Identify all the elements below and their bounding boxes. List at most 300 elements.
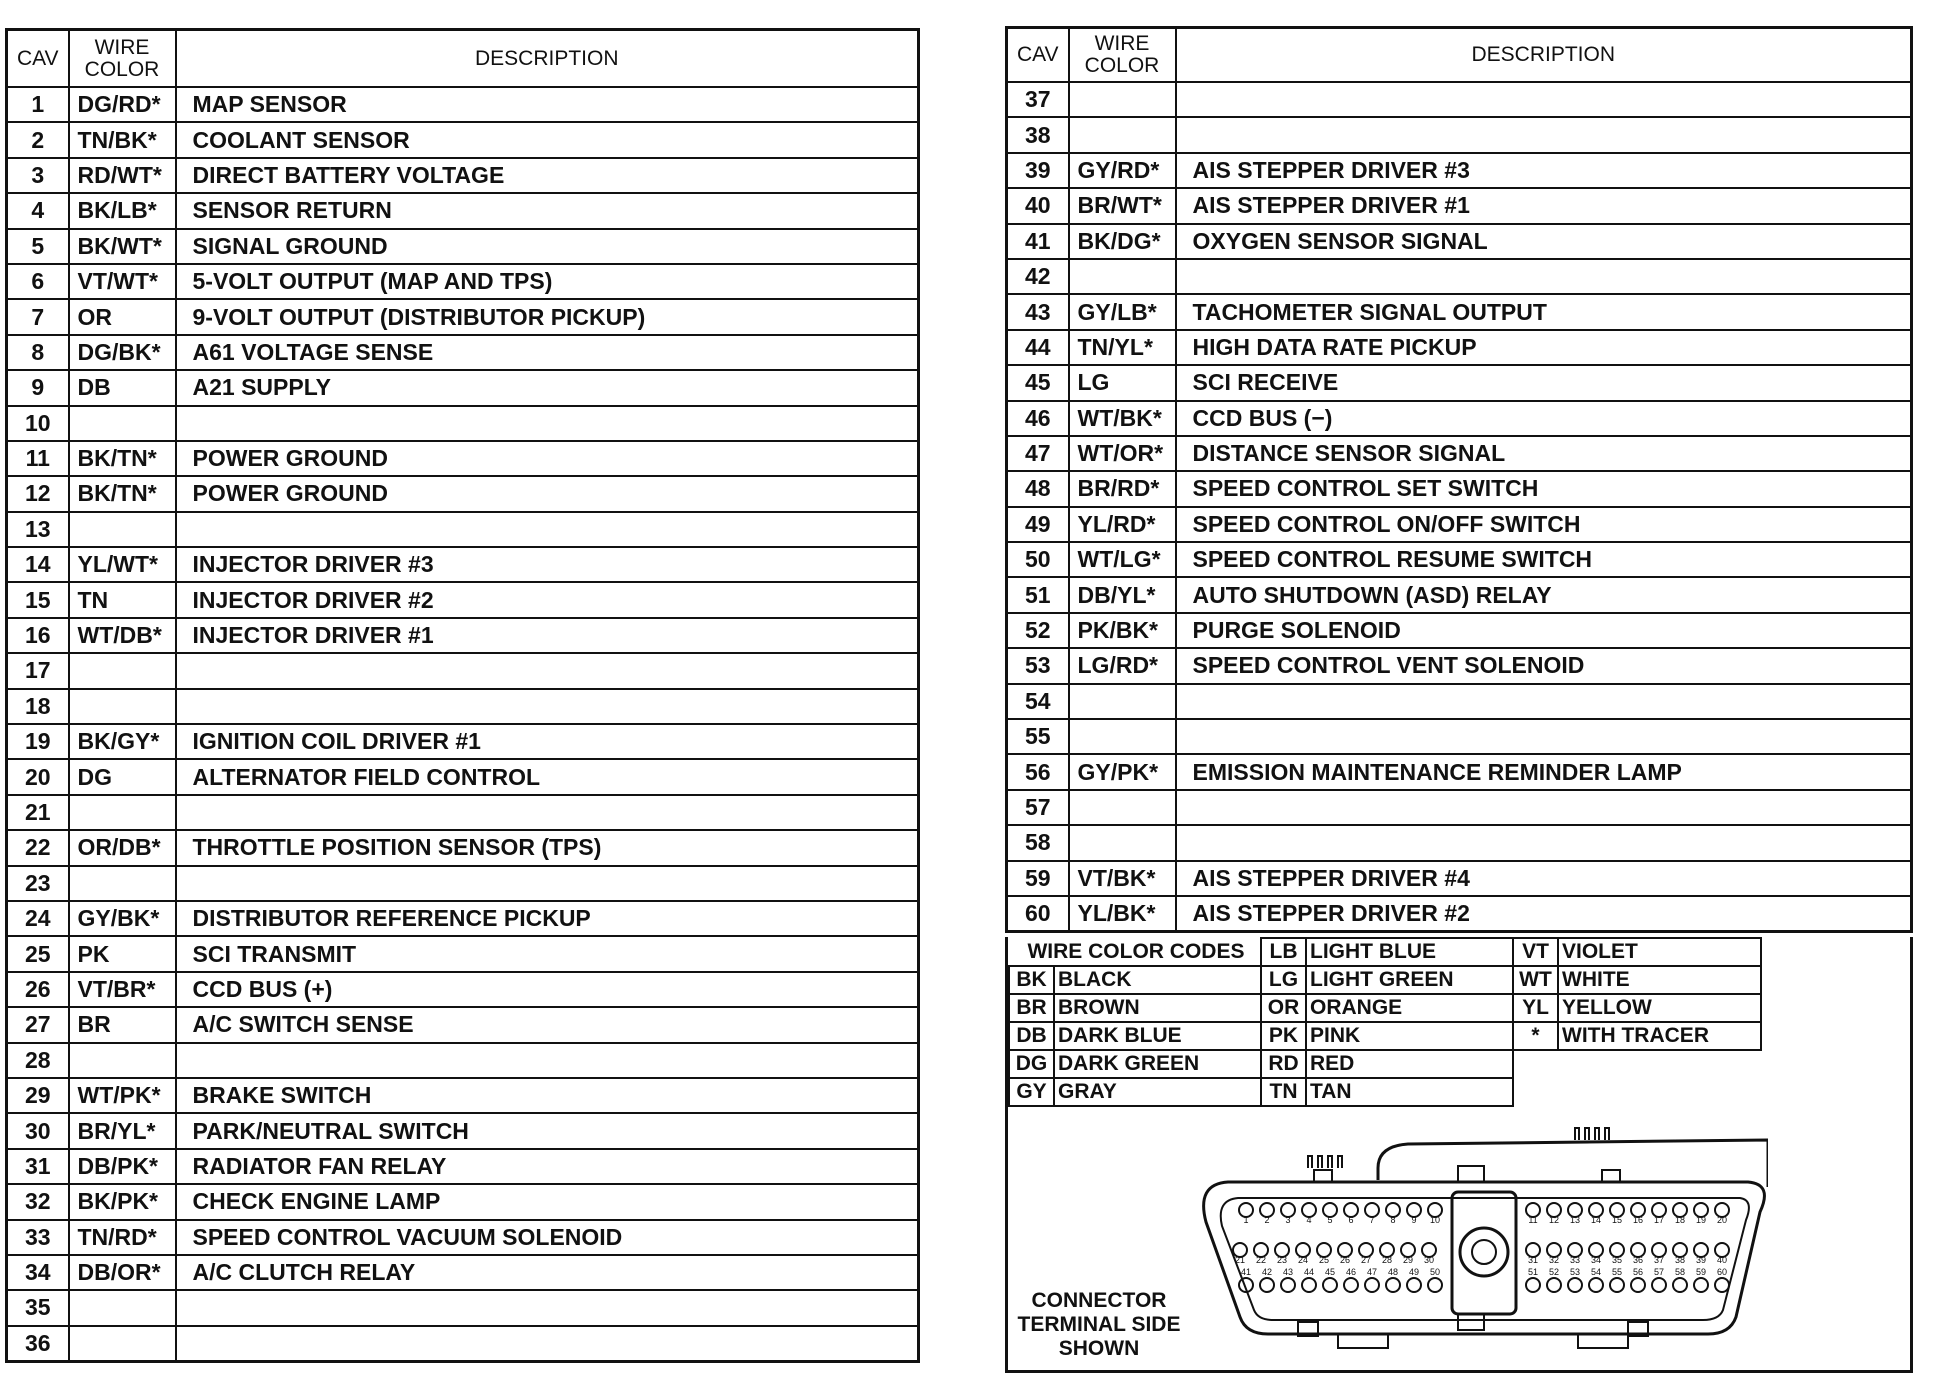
cav-number: 50: [1007, 542, 1069, 577]
connector-pin: [1652, 1278, 1666, 1292]
pin-description: [176, 1290, 919, 1325]
connector-pin-number: 8: [1390, 1215, 1396, 1225]
color-name: RED: [1306, 1050, 1513, 1078]
wire-color: TN/RD*: [69, 1220, 176, 1255]
color-code: DB: [1009, 1022, 1054, 1050]
pin-description: [1176, 82, 1912, 117]
wire-color: VT/BR*: [69, 972, 176, 1007]
pin-row: [7, 1184, 919, 1219]
wire-color: GY/BK*: [69, 901, 176, 936]
cav-number: 24: [7, 901, 69, 936]
pin-row: [7, 512, 919, 547]
wire-color: TN/BK*: [69, 122, 176, 157]
wire-color: OR: [69, 299, 176, 334]
cav-number: 26: [7, 972, 69, 1007]
wire-color: BK/PK*: [69, 1184, 176, 1219]
pin-description: [176, 512, 919, 547]
pin-description: [176, 795, 919, 830]
cav-number: 27: [7, 1007, 69, 1042]
cav-number: 41: [1007, 224, 1069, 259]
pin-description: [176, 406, 919, 441]
wire-color: BR/WT*: [1069, 188, 1176, 223]
wire-color: [1069, 790, 1176, 825]
wire-color: GY/RD*: [1069, 153, 1176, 188]
color-code: DG: [1009, 1050, 1054, 1078]
pin-row: [1007, 365, 1912, 400]
wire-color: [1069, 259, 1176, 294]
wire-color: BK/WT*: [69, 229, 176, 264]
cav-number: 22: [7, 830, 69, 865]
pin-description: [176, 689, 919, 724]
pin-row: [7, 1149, 919, 1184]
connector-tab-bottom: [1338, 1334, 1388, 1348]
connector-pin-number: 57: [1653, 1267, 1665, 1277]
cav-number: 58: [1007, 825, 1069, 860]
pin-row: [7, 936, 919, 971]
cav-header: CAV: [1007, 28, 1069, 83]
pin-row: [1007, 224, 1912, 259]
connector-pin-number: 5: [1327, 1215, 1333, 1225]
pin-description: AIS STEPPER DRIVER #2: [1176, 896, 1912, 932]
connector-pin-number: 31: [1527, 1255, 1539, 1265]
wire-color: WT/OR*: [1069, 436, 1176, 471]
wire-color-header: WIRE COLOR: [69, 30, 176, 88]
cav-number: 13: [7, 512, 69, 547]
pin-description: CHECK ENGINE LAMP: [176, 1184, 919, 1219]
pin-description: CCD BUS (+): [176, 972, 919, 1007]
cav-number: 15: [7, 582, 69, 617]
connector-pin-number: 10: [1429, 1215, 1441, 1225]
cav-number: 52: [1007, 613, 1069, 648]
pin-row: [7, 87, 919, 122]
connector-pin-number: 36: [1632, 1255, 1644, 1265]
color-code: YL: [1513, 994, 1558, 1022]
pin-row: [1007, 684, 1912, 719]
cav-number: 46: [1007, 401, 1069, 436]
color-name: PINK: [1306, 1022, 1513, 1050]
color-name: DARK GREEN: [1054, 1050, 1261, 1078]
cav-number: 60: [1007, 896, 1069, 932]
cav-number: 57: [1007, 790, 1069, 825]
wire-color: [1069, 117, 1176, 152]
cav-number: 11: [7, 441, 69, 476]
pin-row: [7, 476, 919, 511]
connector-tab-top: [1575, 1128, 1609, 1140]
connector-pin: [1673, 1278, 1687, 1292]
wire-color: PK/BK*: [1069, 613, 1176, 648]
connector-pin-number: 6: [1348, 1215, 1354, 1225]
pin-row: [1007, 896, 1912, 932]
color-name: VIOLET: [1558, 938, 1761, 966]
cav-number: 9: [7, 370, 69, 405]
pin-row: [7, 1043, 919, 1078]
cav-number: 54: [1007, 684, 1069, 719]
pin-description: [1176, 259, 1912, 294]
pin-row: [1007, 507, 1912, 542]
cav-number: 23: [7, 866, 69, 901]
connector-tab-bottom: [1578, 1334, 1628, 1348]
connector-pin-number: 59: [1695, 1267, 1707, 1277]
pin-row: [1007, 330, 1912, 365]
connector-center-hole: [1460, 1228, 1508, 1276]
connector-pin-number: 27: [1360, 1255, 1372, 1265]
pin-row: [7, 759, 919, 794]
pin-row: [1007, 471, 1912, 506]
color-name: LIGHT GREEN: [1306, 966, 1513, 994]
cav-number: 49: [1007, 507, 1069, 542]
connector-pin-number: 22: [1255, 1255, 1267, 1265]
cav-number: 32: [7, 1184, 69, 1219]
wire-color: YL/WT*: [69, 547, 176, 582]
color-code: GY: [1009, 1078, 1054, 1106]
color-code: VT: [1513, 938, 1558, 966]
connector-pin-number: 39: [1695, 1255, 1707, 1265]
color-code: WT: [1513, 966, 1558, 994]
cav-number: 43: [1007, 294, 1069, 329]
cav-number: 48: [1007, 471, 1069, 506]
description-header: DESCRIPTION: [1176, 28, 1912, 83]
cav-number: 30: [7, 1113, 69, 1148]
connector-pin-number: 16: [1632, 1215, 1644, 1225]
cav-number: 4: [7, 193, 69, 228]
connector-pin: [1302, 1278, 1316, 1292]
connector-tab-top: [1308, 1156, 1342, 1168]
pin-description: SCI TRANSMIT: [176, 936, 919, 971]
connector-pin: [1715, 1278, 1729, 1292]
connector-pin: [1323, 1278, 1337, 1292]
cav-number: 5: [7, 229, 69, 264]
connector-pin-number: 24: [1297, 1255, 1309, 1265]
pin-description: POWER GROUND: [176, 441, 919, 476]
wire-color: [69, 866, 176, 901]
connector-pin-number: 29: [1402, 1255, 1414, 1265]
color-name: LIGHT BLUE: [1306, 938, 1513, 966]
pin-row: [1007, 613, 1912, 648]
connector-label: [1014, 1289, 1184, 1361]
pin-description: OXYGEN SENSOR SIGNAL: [1176, 224, 1912, 259]
pin-row: [1007, 542, 1912, 577]
pin-description: HIGH DATA RATE PICKUP: [1176, 330, 1912, 365]
pin-row: [1007, 719, 1912, 754]
pin-description: AUTO SHUTDOWN (ASD) RELAY: [1176, 577, 1912, 612]
pin-description: SPEED CONTROL ON/OFF SWITCH: [1176, 507, 1912, 542]
connector-label-line: SHOWN: [1058, 1337, 1140, 1360]
cav-number: 2: [7, 122, 69, 157]
pin-description: SENSOR RETURN: [176, 193, 919, 228]
pin-row: [7, 335, 919, 370]
cav-number: 8: [7, 335, 69, 370]
connector-pin: [1631, 1278, 1645, 1292]
color-code: LG: [1261, 966, 1306, 994]
connector-pin-number: 18: [1674, 1215, 1686, 1225]
color-code: BK: [1009, 966, 1054, 994]
wire-color: [69, 653, 176, 688]
pin-description: A21 SUPPLY: [176, 370, 919, 405]
connector-pin-number: 13: [1569, 1215, 1581, 1225]
connector-label-line: TERMINAL SIDE: [1017, 1313, 1181, 1336]
wire-color: BK/TN*: [69, 476, 176, 511]
connector-pin-number: 20: [1716, 1215, 1728, 1225]
color-name: GRAY: [1054, 1078, 1261, 1106]
connector-pin-number: 9: [1411, 1215, 1417, 1225]
color-code: OR: [1261, 994, 1306, 1022]
pin-row: [1007, 294, 1912, 329]
wire-color: TN/YL*: [1069, 330, 1176, 365]
connector-latch: [1602, 1170, 1620, 1182]
wire-color: YL/RD*: [1069, 507, 1176, 542]
pin-description: TACHOMETER SIGNAL OUTPUT: [1176, 294, 1912, 329]
pin-description: [1176, 825, 1912, 860]
connector-pin-number: 30: [1423, 1255, 1435, 1265]
cav-number: 56: [1007, 754, 1069, 789]
wire-color-codes-title: WIRE COLOR CODES: [1027, 939, 1245, 963]
connector-pin-number: 48: [1387, 1267, 1399, 1277]
connector-pin: [1365, 1278, 1379, 1292]
connector-pin: [1610, 1278, 1624, 1292]
wire-color: VT/WT*: [69, 264, 176, 299]
cav-number: 45: [1007, 365, 1069, 400]
pin-row: [7, 972, 919, 1007]
connector-diagram: [1188, 1122, 1768, 1357]
cav-number: 53: [1007, 648, 1069, 683]
wire-color: [69, 795, 176, 830]
connector-pin: [1281, 1278, 1295, 1292]
pin-row: [7, 1255, 919, 1290]
pin-description: [176, 866, 919, 901]
cav-number: 7: [7, 299, 69, 334]
pin-row: [1007, 259, 1912, 294]
pin-row: [7, 441, 919, 476]
pin-row: [1007, 117, 1912, 152]
pin-description: MAP SENSOR: [176, 87, 919, 122]
connector-pin-number: 42: [1261, 1267, 1273, 1277]
wire-color: BR/YL*: [69, 1113, 176, 1148]
pin-description: POWER GROUND: [176, 476, 919, 511]
cav-number: 17: [7, 653, 69, 688]
cav-number: 59: [1007, 861, 1069, 896]
pin-description: INJECTOR DRIVER #2: [176, 582, 919, 617]
pin-row: [1007, 861, 1912, 896]
pin-description: COOLANT SENSOR: [176, 122, 919, 157]
cav-number: 47: [1007, 436, 1069, 471]
wire-color: [1069, 825, 1176, 860]
cav-number: 39: [1007, 153, 1069, 188]
cav-number: 16: [7, 618, 69, 653]
wire-color: [1069, 684, 1176, 719]
connector-latch: [1314, 1170, 1332, 1182]
pin-description: A/C SWITCH SENSE: [176, 1007, 919, 1042]
pin-row: [7, 1113, 919, 1148]
connector-label-line: CONNECTOR: [1031, 1289, 1167, 1312]
pin-description: AIS STEPPER DRIVER #4: [1176, 861, 1912, 896]
pin-description: AIS STEPPER DRIVER #3: [1176, 153, 1912, 188]
pin-description: [176, 1326, 919, 1362]
wire-color: DG/RD*: [69, 87, 176, 122]
wire-color: BK/GY*: [69, 724, 176, 759]
cav-number: 35: [7, 1290, 69, 1325]
connector-pin-number: 45: [1324, 1267, 1336, 1277]
connector-pin: [1589, 1278, 1603, 1292]
connector-pin-number: 60: [1716, 1267, 1728, 1277]
pin-description: [1176, 684, 1912, 719]
connector-pin-number: 15: [1611, 1215, 1623, 1225]
pin-row: [7, 264, 919, 299]
connector-pin-number: 19: [1695, 1215, 1707, 1225]
connector-pin-number: 32: [1548, 1255, 1560, 1265]
color-code: *: [1513, 1022, 1558, 1050]
pin-description: A61 VOLTAGE SENSE: [176, 335, 919, 370]
pin-description: INJECTOR DRIVER #3: [176, 547, 919, 582]
description-header: DESCRIPTION: [176, 30, 919, 88]
color-name: ORANGE: [1306, 994, 1513, 1022]
color-code: TN: [1261, 1078, 1306, 1106]
connector-latch: [1458, 1166, 1484, 1182]
pin-row: [7, 830, 919, 865]
wire-color: RD/WT*: [69, 158, 176, 193]
wire-color: GY/LB*: [1069, 294, 1176, 329]
connector-pin-number: 34: [1590, 1255, 1602, 1265]
cav-number: 14: [7, 547, 69, 582]
pin-row: [7, 795, 919, 830]
wire-color: BR/RD*: [1069, 471, 1176, 506]
cav-number: 44: [1007, 330, 1069, 365]
wire-color: [69, 1043, 176, 1078]
connector-pin: [1428, 1278, 1442, 1292]
color-code: BR: [1009, 994, 1054, 1022]
wire-color-header: WIRE COLOR: [1069, 28, 1176, 83]
wire-color: BK/LB*: [69, 193, 176, 228]
pin-description: 5-VOLT OUTPUT (MAP AND TPS): [176, 264, 919, 299]
connector-pin-number: 3: [1285, 1215, 1291, 1225]
pin-row: [7, 122, 919, 157]
connector-top-cover: [1378, 1140, 1768, 1187]
wire-color: LG: [1069, 365, 1176, 400]
wire-color: OR/DB*: [69, 830, 176, 865]
connector-pin-number: 14: [1590, 1215, 1602, 1225]
connector-clip-bottom: [1458, 1314, 1484, 1330]
wire-color: DB/OR*: [69, 1255, 176, 1290]
connector-pin-number: 17: [1653, 1215, 1665, 1225]
color-name: WITH TRACER: [1558, 1022, 1761, 1050]
connector-pin-number: 56: [1632, 1267, 1644, 1277]
color-name: YELLOW: [1558, 994, 1761, 1022]
wire-color: WT/DB*: [69, 618, 176, 653]
pin-row: [7, 582, 919, 617]
pin-row: [7, 689, 919, 724]
connector-pin-number: 46: [1345, 1267, 1357, 1277]
wire-color: WT/PK*: [69, 1078, 176, 1113]
wire-color: VT/BK*: [1069, 861, 1176, 896]
wire-color: WT/LG*: [1069, 542, 1176, 577]
connector-pin: [1407, 1278, 1421, 1292]
pin-row: [7, 901, 919, 936]
color-code: LB: [1261, 938, 1306, 966]
cav-number: 21: [7, 795, 69, 830]
color-name: TAN: [1306, 1078, 1513, 1106]
cav-number: 1: [7, 87, 69, 122]
cav-header: CAV: [7, 30, 69, 88]
pin-row: [7, 193, 919, 228]
wire-color: [69, 406, 176, 441]
pin-row: [7, 1007, 919, 1042]
color-name: BROWN: [1054, 994, 1261, 1022]
connector-pin-number: 53: [1569, 1267, 1581, 1277]
connector-pin-number: 25: [1318, 1255, 1330, 1265]
connector-pin: [1547, 1278, 1561, 1292]
cav-number: 6: [7, 264, 69, 299]
pin-description: [1176, 790, 1912, 825]
color-code: RD: [1261, 1050, 1306, 1078]
pin-description: ALTERNATOR FIELD CONTROL: [176, 759, 919, 794]
pin-description: EMISSION MAINTENANCE REMINDER LAMP: [1176, 754, 1912, 789]
pin-row: [1007, 754, 1912, 789]
connector-pin: [1694, 1278, 1708, 1292]
connector-pin-number: 12: [1548, 1215, 1560, 1225]
pin-description: [1176, 117, 1912, 152]
wire-color: BK/DG*: [1069, 224, 1176, 259]
pin-description: THROTTLE POSITION SENSOR (TPS): [176, 830, 919, 865]
connector-pin: [1386, 1278, 1400, 1292]
color-name: BLACK: [1054, 966, 1261, 994]
pin-row: [7, 299, 919, 334]
cav-number: 10: [7, 406, 69, 441]
cav-number: 55: [1007, 719, 1069, 754]
connector-pin-number: 11: [1528, 1215, 1538, 1225]
connector-pin-number: 4: [1306, 1215, 1312, 1225]
wire-color: [69, 1326, 176, 1362]
pin-description: A/C CLUTCH RELAY: [176, 1255, 919, 1290]
pin-description: SPEED CONTROL VENT SOLENOID: [1176, 648, 1912, 683]
pin-description: RADIATOR FAN RELAY: [176, 1149, 919, 1184]
connector-pin-number: 40: [1716, 1255, 1728, 1265]
wire-color: [1069, 719, 1176, 754]
wire-color: [69, 1290, 176, 1325]
pin-row: [1007, 790, 1912, 825]
connector-pin-number: 21: [1234, 1255, 1246, 1265]
wire-color: WT/BK*: [1069, 401, 1176, 436]
pin-row: [1007, 188, 1912, 223]
wire-color: BR: [69, 1007, 176, 1042]
pin-row: [7, 370, 919, 405]
connector-pin-number: 51: [1527, 1267, 1539, 1277]
connector-pin-number: 1: [1243, 1215, 1249, 1225]
connector-pin-number: 7: [1369, 1215, 1375, 1225]
pin-table-left: [5, 28, 920, 1363]
pin-row: [1007, 82, 1912, 117]
wire-color: DB/YL*: [1069, 577, 1176, 612]
connector-pin: [1568, 1278, 1582, 1292]
wire-color: [69, 689, 176, 724]
connector-pin-number: 37: [1653, 1255, 1665, 1265]
cav-number: 25: [7, 936, 69, 971]
wire-color: DB: [69, 370, 176, 405]
cav-number: 37: [1007, 82, 1069, 117]
wire-color: DG/BK*: [69, 335, 176, 370]
pin-description: [1176, 719, 1912, 754]
color-name: DARK BLUE: [1054, 1022, 1261, 1050]
pin-row: [7, 1326, 919, 1362]
pin-description: DIRECT BATTERY VOLTAGE: [176, 158, 919, 193]
pin-row: [7, 866, 919, 901]
pin-row: [7, 724, 919, 759]
cav-number: 12: [7, 476, 69, 511]
pin-row: [1007, 577, 1912, 612]
wire-color: YL/BK*: [1069, 896, 1176, 932]
pin-description: IGNITION COIL DRIVER #1: [176, 724, 919, 759]
pin-row: [7, 547, 919, 582]
pin-row: [7, 653, 919, 688]
color-code: PK: [1261, 1022, 1306, 1050]
